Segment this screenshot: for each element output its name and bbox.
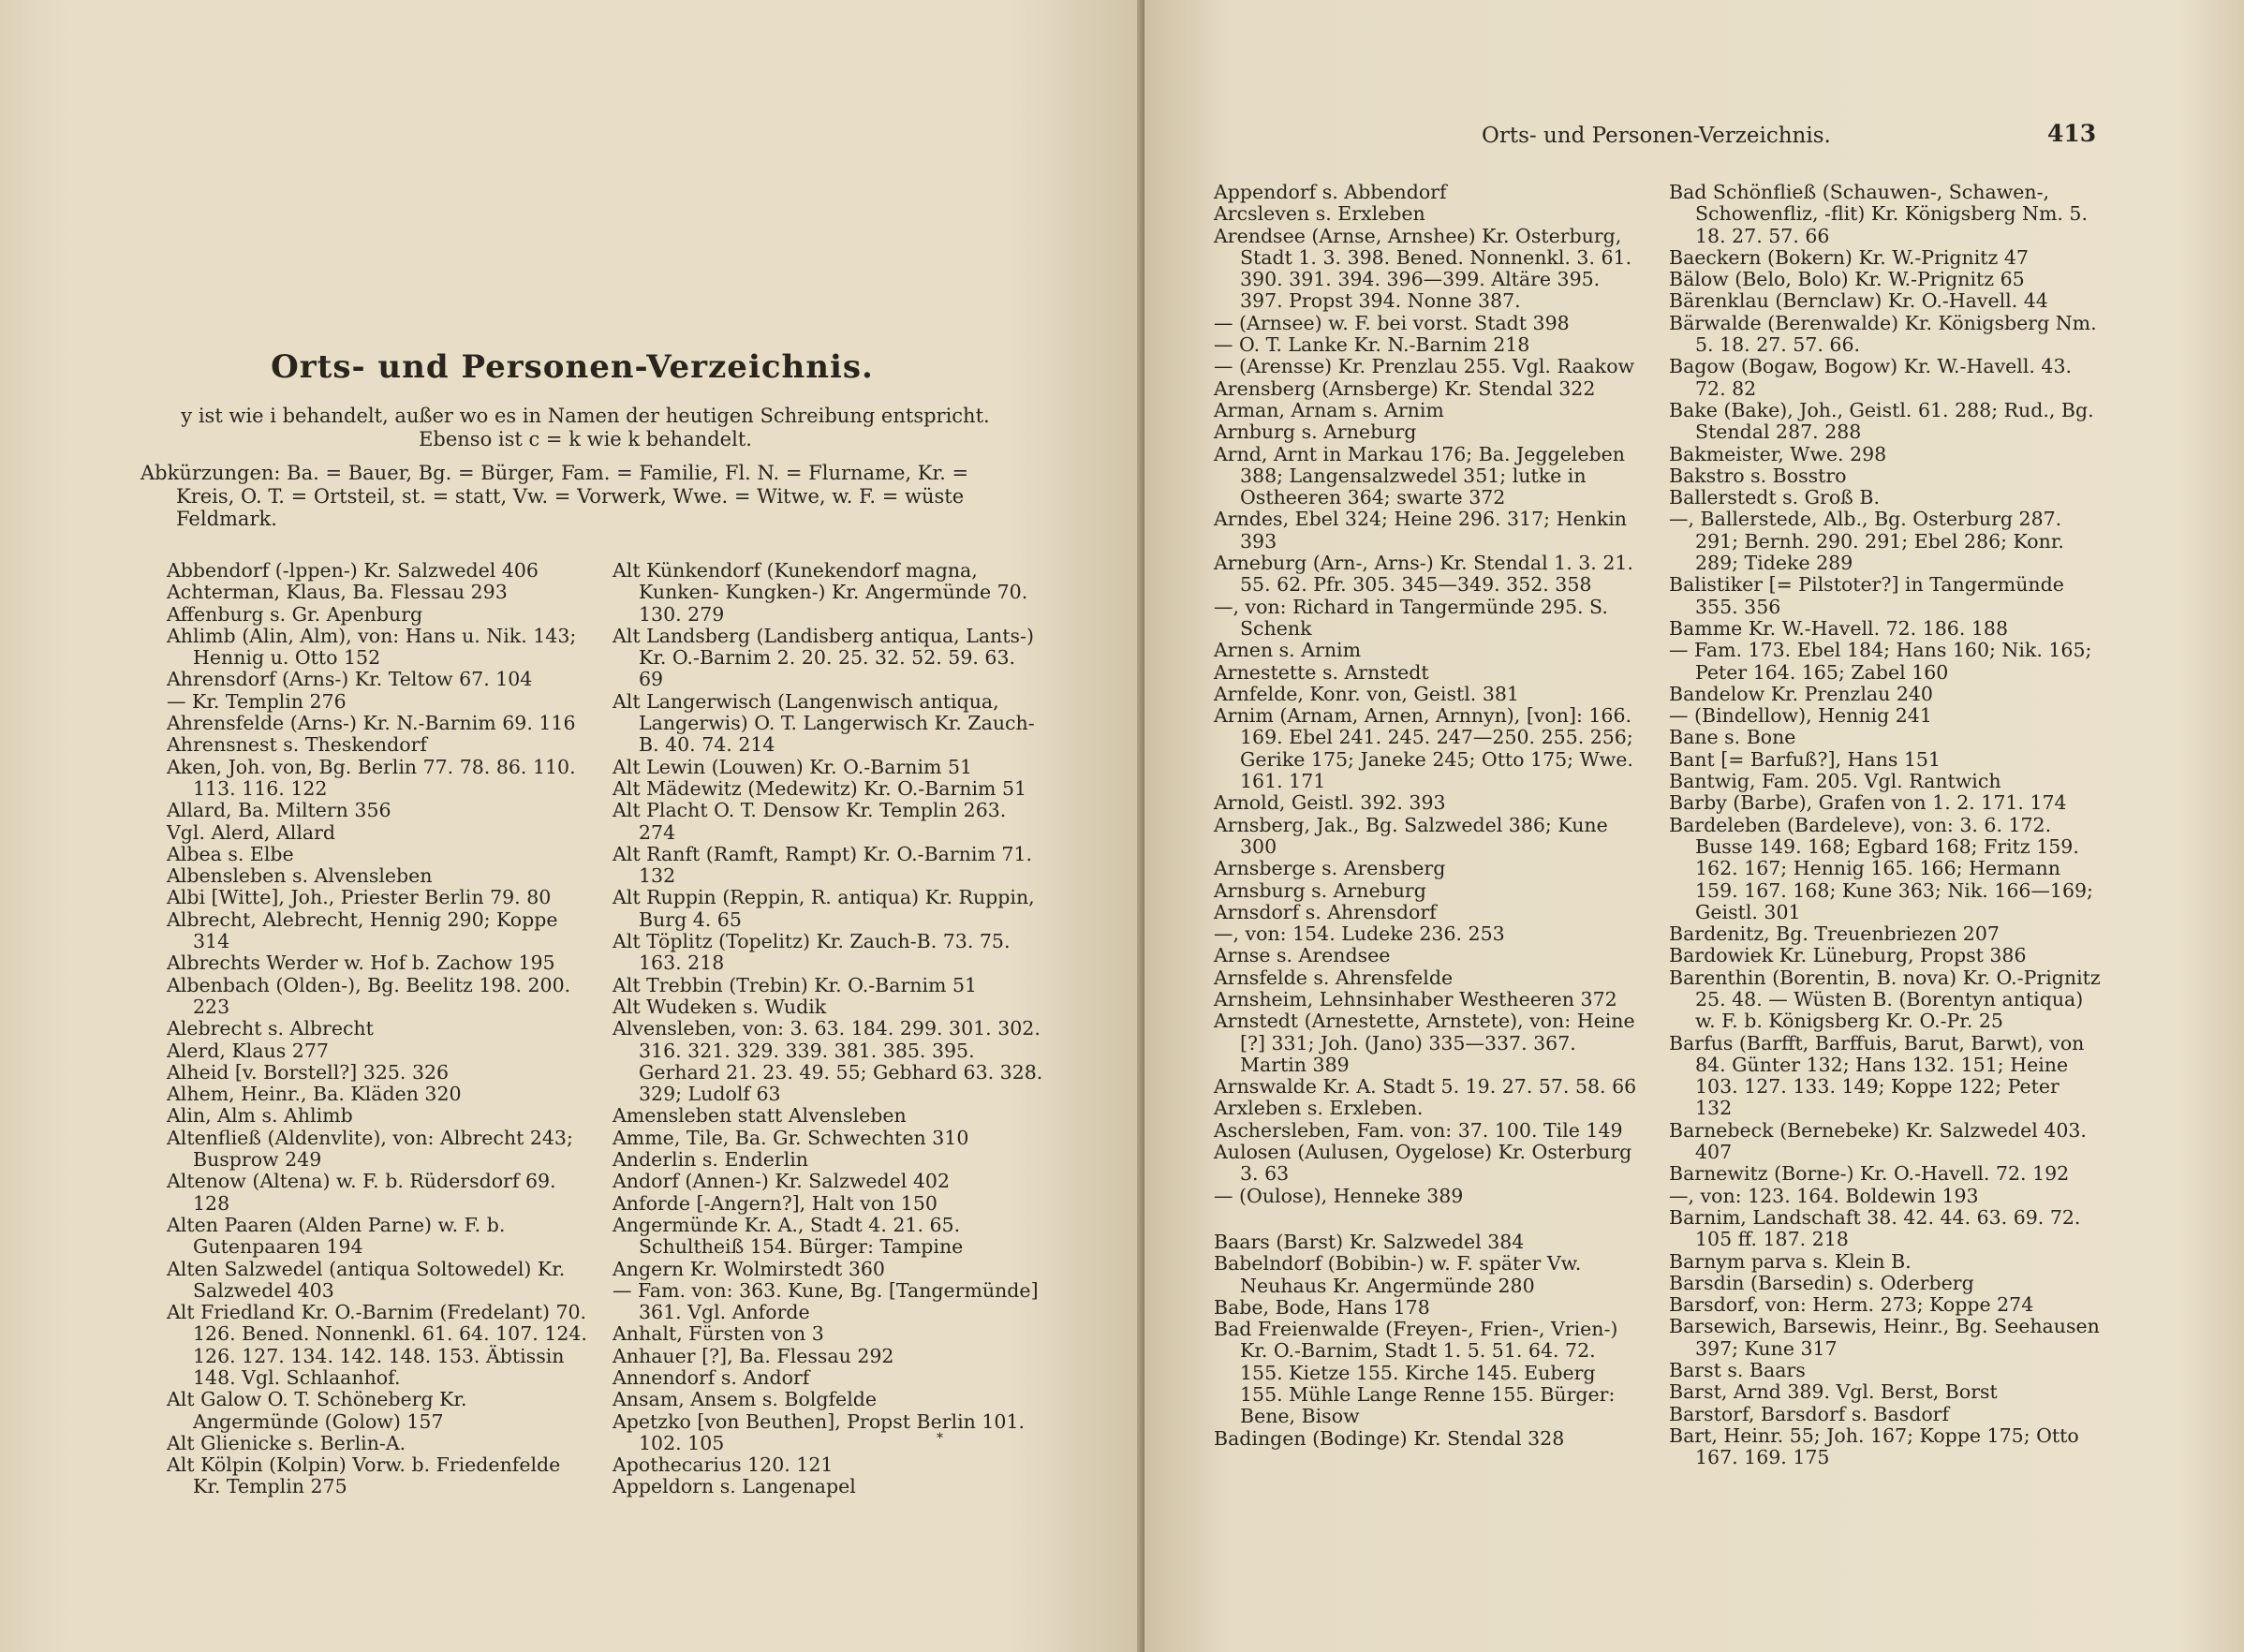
index-entry: Altenfließ (Aldenvlite), von: Albrecht 243; Busprow 249 <box>167 1126 573 1172</box>
index-entry: Bakstro s. Bosstro <box>1669 464 1847 487</box>
index-entry: Arcsleven s. Erxleben <box>1214 202 1425 226</box>
page-number: 413 <box>2047 120 2097 147</box>
index-entry: Bakmeister, Wwe. 298 <box>1669 442 1887 465</box>
index-entry: Anhalt, Fürsten von 3 <box>613 1322 824 1346</box>
index-entry: Alhem, Heinr., Ba. Kläden 320 <box>167 1083 462 1106</box>
left-column-2 <box>613 560 1043 1498</box>
index-entry: Bardenitz, Bg. Treuenbriezen 207 <box>1669 922 2000 946</box>
index-entry: — Kr. Templin 276 <box>167 689 347 713</box>
page-title: Orts- und Personen-Verzeichnis. <box>271 348 874 386</box>
index-entry: Bamme Kr. W.-Havell. 72. 186. 188 <box>1669 616 2009 640</box>
index-entry: Bart, Heinr. 55; Joh. 167; Koppe 175; Otto 167. 169. 175 <box>1669 1423 2079 1469</box>
index-entry: Anforde [-Angern?], Halt von 150 <box>613 1191 937 1215</box>
index-entry: Allard, Ba. Miltern 356 <box>167 799 391 822</box>
index-entry: Alvensleben, von: 3. 63. 184. 299. 301. 302. 316. 321. 329. 339. 381. 385. 395. Gerhard 21. 23. 49. 55; Gebhard 63. 328. 329; Ludolf 63 <box>613 1017 1043 1106</box>
index-entry: Alin, Alm s. Ahlimb <box>167 1104 353 1128</box>
index-entry: Alt Placht O. T. Densow Kr. Templin 263. 274 <box>613 799 1007 844</box>
index-entry: Alt Mädewitz (Medewitz) Kr. O.-Barnim 51 <box>613 776 1027 800</box>
index-entry: Alt Töplitz (Topelitz) Kr. Zauch-B. 73. 75. 163. 218 <box>613 930 1011 975</box>
index-entry: Arnstedt (Arnestette, Arnstete), von: Heine [?] 331; Joh. (Jano) 335—337. 367. Martin 389 <box>1214 1010 1635 1076</box>
index-entry: Barsdorf, von: Herm. 273; Koppe 274 <box>1669 1293 2034 1317</box>
index-entry: Arensberg (Arnsberge) Kr. Stendal 322 <box>1214 376 1596 400</box>
index-entry: Andorf (Annen-) Kr. Salzwedel 402 <box>613 1170 951 1193</box>
index-entry: Arnburg s. Arneburg <box>1214 420 1417 444</box>
index-entry: Abbendorf (-lppen-) Kr. Salzwedel 406 <box>167 559 539 582</box>
index-entry: Alt Kölpin (Kolpin) Vorw. b. Friedenfelde Kr. Templin 275 <box>167 1453 561 1498</box>
index-entry: Apothecarius 120. 121 <box>613 1453 834 1477</box>
index-entry: — Fam. 173. Ebel 184; Hans 160; Nik. 165; Peter 164. 165; Zabel 160 <box>1669 639 2092 684</box>
index-entry: Albrecht, Alebrecht, Hennig 290; Koppe 314 <box>167 907 558 953</box>
index-entry: Arnfelde, Konr. von, Geistl. 381 <box>1214 682 1519 705</box>
index-entry: Balistiker [= Pilstoter?] in Tangermünde 355. 356 <box>1669 573 2064 618</box>
index-entry: Barst, Arnd 389. Vgl. Berst, Borst <box>1669 1380 1998 1404</box>
index-entry: Alt Wudeken s. Wudik <box>613 995 827 1018</box>
index-entry: — (Oulose), Henneke 389 <box>1214 1184 1464 1207</box>
index-entry: Arnsburg s. Arneburg <box>1214 878 1426 902</box>
index-entry: Annendorf s. Andorf <box>613 1365 810 1389</box>
index-entry: Ahrensdorf (Arns-) Kr. Teltow 67. 104 <box>167 668 533 691</box>
index-entry: Albea s. Elbe <box>167 842 294 865</box>
index-entry: Bantwig, Fam. 205. Vgl. Rantwich <box>1669 770 2001 793</box>
index-entry: Barnim, Landschaft 38. 42. 44. 63. 69. 72. 105 ff. 187. 218 <box>1669 1205 2081 1251</box>
index-entry: — (Arensse) Kr. Prenzlau 255. Vgl. Raakow <box>1214 355 1635 378</box>
index-entry: Alt Langerwisch (Langenwisch antiqua, Langerwis) O. T. Langerwisch Kr. Zauch-B. 40. 74. 214 <box>613 689 1035 757</box>
index-entry: Aken, Joh. von, Bg. Berlin 77. 78. 86. 110. 113. 116. 122 <box>167 755 576 800</box>
index-entry: Albrechts Werder w. Hof b. Zachow 195 <box>167 951 555 975</box>
index-entry: Bad Schönfließ (Schauwen-, Schawen-, Schowenfliz, -flit) Kr. Königsberg Nm. 5. 18. 27. 57. 66 <box>1669 181 2088 247</box>
index-entry: —, von: 123. 164. Boldewin 193 <box>1669 1184 1979 1207</box>
index-entry: Angermünde Kr. A., Stadt 4. 21. 65. Schultheiß 154. Bürger: Tampine <box>613 1213 964 1259</box>
note-line-1: y ist wie i behandelt, außer wo es in Namen der heutigen Schreibung entspricht. <box>181 405 990 427</box>
index-entry: Arndes, Ebel 324; Heine 296. 317; Henkin 393 <box>1214 508 1627 553</box>
index-entry: Barnebeck (Bernebeke) Kr. Salzwedel 403. 407 <box>1669 1118 2087 1164</box>
index-entry: Angern Kr. Wolmirstedt 360 <box>613 1257 885 1280</box>
index-entry: Alt Trebbin (Trebin) Kr. O.-Barnim 51 <box>613 973 978 996</box>
index-entry: Ahrensnest s. Theskendorf <box>167 733 427 757</box>
index-entry: Barst s. Baars <box>1669 1359 1806 1382</box>
index-entry: Arnswalde Kr. A. Stadt 5. 19. 27. 57. 58. 66 <box>1214 1075 1637 1099</box>
right-column-2 <box>1669 182 2102 1469</box>
index-entry: Bake (Bake), Joh., Geistl. 61. 288; Rud., Bg. Stendal 287. 288 <box>1669 398 2094 444</box>
index-entry: Barnym parva s. Klein B. <box>1669 1249 1912 1273</box>
index-entry: Arnsberg, Jak., Bg. Salzwedel 386; Kune 300 <box>1214 813 1608 858</box>
index-entry: Appeldorn s. Langenapel <box>613 1475 856 1498</box>
index-entry: Babelndorf (Bobibin-) w. F. später Vw. Neuhaus Kr. Angermünde 280 <box>1214 1252 1582 1297</box>
index-entry: Barnewitz (Borne-) Kr. O.-Havell. 72. 192 <box>1669 1162 2070 1186</box>
index-entry: Arnsdorf s. Ahrensdorf <box>1214 900 1437 923</box>
index-entry: Alerd, Klaus 277 <box>167 1039 329 1062</box>
index-entry: Arnold, Geistl. 392. 393 <box>1214 791 1446 815</box>
index-entry: Alt Landsberg (Landisberg antiqua, Lants-) Kr. O.-Barnim 2. 20. 25. 32. 52. 59. 63. 69 <box>613 624 1034 691</box>
index-entry: Alheid [v. Borstell?] 325. 326 <box>167 1060 450 1084</box>
index-entry: — Fam. von: 363. Kune, Bg. [Tangermünde] 361. Vgl. Anforde <box>613 1278 1039 1324</box>
index-entry: Arnsberge s. Arensberg <box>1214 857 1446 880</box>
left-column-1 <box>167 560 588 1498</box>
index-entry: Babe, Bode, Hans 178 <box>1214 1295 1430 1319</box>
index-entry: Ahrensfelde (Arns-) Kr. N.-Barnim 69. 116 <box>167 712 576 735</box>
index-entry: Arendsee (Arnse, Arnshee) Kr. Osterburg, Stadt 1. 3. 398. Bened. Nonnenkl. 3. 61. 390. 391. 394. 396—399. Altäre 395. 397. Propst 394. Nonne 387. <box>1214 224 1632 313</box>
index-entry: Alebrecht s. Albrecht <box>167 1017 374 1040</box>
index-entry: Vgl. Alerd, Allard <box>167 820 336 844</box>
index-entry: Appendorf s. Abbendorf <box>1214 181 1447 203</box>
index-entry: Arnim (Arnam, Arnen, Arnnyn), [von]: 166. 169. Ebel 241. 245. 247—250. 255. 256; Gerike 175; Janeke 245; Otto 175; Wwe. 161. 171 <box>1214 704 1633 793</box>
asterisk-mark: * <box>937 1431 943 1446</box>
index-entry: Alt Friedland Kr. O.-Barnim (Fredelant) 70. 126. Bened. Nonnenkl. 61. 64. 107. 124. 126. 127. 134. 142. 148. 153. Äbtissin 148. Vgl. Schlaanhof. <box>167 1301 587 1389</box>
index-entry: Arnsheim, Lehnsinhaber Westheeren 372 <box>1214 987 1617 1010</box>
preamble <box>140 405 1030 531</box>
index-entry: Ballerstedt s. Groß B. <box>1669 486 1880 509</box>
index-entry: Affenburg s. Gr. Apenburg <box>167 602 423 626</box>
index-entry: Alt Galow O. T. Schöneberg Kr. Angermünde (Golow) 157 <box>167 1388 467 1433</box>
index-entry: Bardowiek Kr. Lüneburg, Propst 386 <box>1669 944 2027 967</box>
index-entry: Arxleben s. Erxleben. <box>1214 1097 1424 1120</box>
index-entry: Aschersleben, Fam. von: 37. 100. Tile 149 <box>1214 1118 1623 1142</box>
index-entry: Barfus (Barfft, Barffuis, Barut, Barwt), von 84. Günter 132; Hans 132. 151; Heine 103. 127. 133. 149; Koppe 122; Peter 132 <box>1669 1031 2085 1120</box>
index-entry: Arneburg (Arn-, Arns-) Kr. Stendal 1. 3. 21. 55. 62. Pfr. 305. 345—349. 352. 358 <box>1214 552 1633 597</box>
index-entry: Bärwalde (Berenwalde) Kr. Königsberg Nm. 5. 18. 27. 57. 66. <box>1669 311 2097 357</box>
index-entry: Barstorf, Barsdorf s. Basdorf <box>1669 1402 1950 1425</box>
note-line-2: Ebenso ist c = k wie k behandelt. <box>419 427 752 450</box>
index-entry: Bad Freienwalde (Freyen-, Frien-, Vrien-) Kr. O.-Barnim, Stadt 1. 5. 51. 64. 72. 155. Kietze 155. Kirche 145. Euberg 155. Mühle Lange Renne 155. Bürger: Bene, Bisow <box>1214 1318 1618 1428</box>
index-entry: Barsewich, Barsewis, Heinr., Bg. Seehausen 397; Kune 317 <box>1669 1315 2100 1360</box>
index-entry: Alt Ruppin (Reppin, R. antiqua) Kr. Ruppin, Burg 4. 65 <box>613 886 1035 931</box>
index-entry: —, von: Richard in Tangermünde 295. S. Schenk <box>1214 595 1608 640</box>
index-entry: Apetzko [von Beuthen], Propst Berlin 101. 102. 105 <box>613 1409 1026 1454</box>
index-entry: Alt Glienicke s. Berlin-A. <box>167 1431 406 1454</box>
index-entry: Bane s. Bone <box>1669 726 1796 749</box>
index-entry: Ansam, Ansem s. Bolgfelde <box>613 1388 878 1411</box>
index-entry: Amme, Tile, Ba. Gr. Schwechten 310 <box>613 1126 969 1149</box>
abbreviations: Abkürzungen: Ba. = Bauer, Bg. = Bürger, Fam. = Familie, Fl. N. = Flurname, Kr. = Kreis, O. T. = Ortsteil, st. = statt, Vw. = Vorwerk, Wwe. = Witwe, w. F. = wüste Feldmark. <box>140 462 969 530</box>
index-entry: Arman, Arnam s. Arnim <box>1214 398 1444 421</box>
index-entry: Barsdin (Barsedin) s. Oderberg <box>1669 1271 1974 1294</box>
index-entry: Barby (Barbe), Grafen von 1. 2. 171. 174 <box>1669 791 2067 815</box>
index-entry: Arnse s. Arendsee <box>1214 944 1391 967</box>
index-entry: Arnestette s. Arnstedt <box>1214 660 1429 684</box>
index-entry: —, von: 154. Ludeke 236. 253 <box>1214 922 1505 946</box>
running-head: Orts- und Personen-Verzeichnis. <box>1482 124 1831 148</box>
index-entry: — O. T. Lanke Kr. N.-Barnim 218 <box>1214 333 1530 357</box>
index-entry: Bandelow Kr. Prenzlau 240 <box>1669 682 1933 705</box>
index-entry: Arnsfelde s. Ahrensfelde <box>1214 966 1454 989</box>
index-entry: Badingen (Bodinge) Kr. Stendal 328 <box>1214 1426 1565 1450</box>
index-entry: Albi [Witte], Joh., Priester Berlin 79. 80 <box>167 886 552 909</box>
index-entry: Altenow (Altena) w. F. b. Rüdersdorf 69. 128 <box>167 1170 556 1215</box>
index-entry: —, Ballerstede, Alb., Bg. Osterburg 287. 291; Bernh. 290. 291; Ebel 286; Konr. 289; Tideke 289 <box>1669 508 2064 575</box>
index-entry: Arnen s. Arnim <box>1214 639 1362 662</box>
index-entry: Achterman, Klaus, Ba. Flessau 293 <box>167 581 508 604</box>
index-entry: Alten Salzwedel (antiqua Soltowedel) Kr. Salzwedel 403 <box>167 1257 566 1302</box>
index-entry: Alt Künkendorf (Kunekendorf magna, Kunken- Kungken-) Kr. Angermünde 70. 130. 279 <box>613 559 1028 626</box>
index-entry: Bardeleben (Bardeleve), von: 3. 6. 172. Busse 149. 168; Egbard 168; Fritz 159. 162. 167; Hennig 165. 166; Hermann 159. 167. 168; Kune 363; Nik. 166—169; Geistl. 301 <box>1669 813 2093 923</box>
index-entry: Alten Paaren (Alden Parne) w. F. b. Gutenpaaren 194 <box>167 1213 506 1259</box>
index-entry: Barenthin (Borentin, B. nova) Kr. O.-Prignitz 25. 48. — Wüsten B. (Borentyn antiqua) w. F. b. Königsberg Kr. O.-Pr. 25 <box>1669 966 2101 1033</box>
index-entry: Arnd, Arnt in Markau 176; Ba. Jeggeleben 388; Langensalzwedel 351; lutke in Ostheeren 364; swarte 372 <box>1214 442 1625 509</box>
index-entry: Ahlimb (Alin, Alm), von: Hans u. Nik. 143; Hennig u. Otto 152 <box>167 624 577 670</box>
index-entry: Anderlin s. Enderlin <box>613 1148 808 1172</box>
index-entry: — (Bindellow), Hennig 241 <box>1669 704 1932 728</box>
index-entry: Baeckern (Bokern) Kr. W.-Prignitz 47 <box>1669 245 2029 269</box>
index-entry: Alt Lewin (Louwen) Kr. O.-Barnim 51 <box>613 755 973 778</box>
index-entry: Bagow (Bogaw, Bogow) Kr. W.-Havell. 43. 72. 82 <box>1669 355 2073 400</box>
index-entry: Amensleben statt Alvensleben <box>613 1104 907 1128</box>
index-entry: Aulosen (Aulusen, Oygelose) Kr. Osterburg 3. 63 <box>1214 1141 1632 1186</box>
index-entry: Bälow (Belo, Bolo) Kr. W.-Prignitz 65 <box>1669 268 2025 291</box>
index-entry: Albensleben s. Alvensleben <box>167 864 433 888</box>
index-entry: Baars (Barst) Kr. Salzwedel 384 <box>1214 1230 1525 1253</box>
index-entry: Alt Ranft (Ramft, Rampt) Kr. O.-Barnim 71. 132 <box>613 842 1032 888</box>
index-entry: Albenbach (Olden-), Bg. Beelitz 198. 200. 223 <box>167 973 571 1018</box>
index-entry: Bärenklau (Bernclaw) Kr. O.-Havell. 44 <box>1669 289 2048 313</box>
index-entry: Anhauer [?], Ba. Flessau 292 <box>613 1344 894 1367</box>
index-entry: Bant [= Barfuß?], Hans 151 <box>1669 747 1941 771</box>
index-entry: — (Arnsee) w. F. bei vorst. Stadt 398 <box>1214 311 1570 334</box>
right-column-1 <box>1214 182 1643 1450</box>
